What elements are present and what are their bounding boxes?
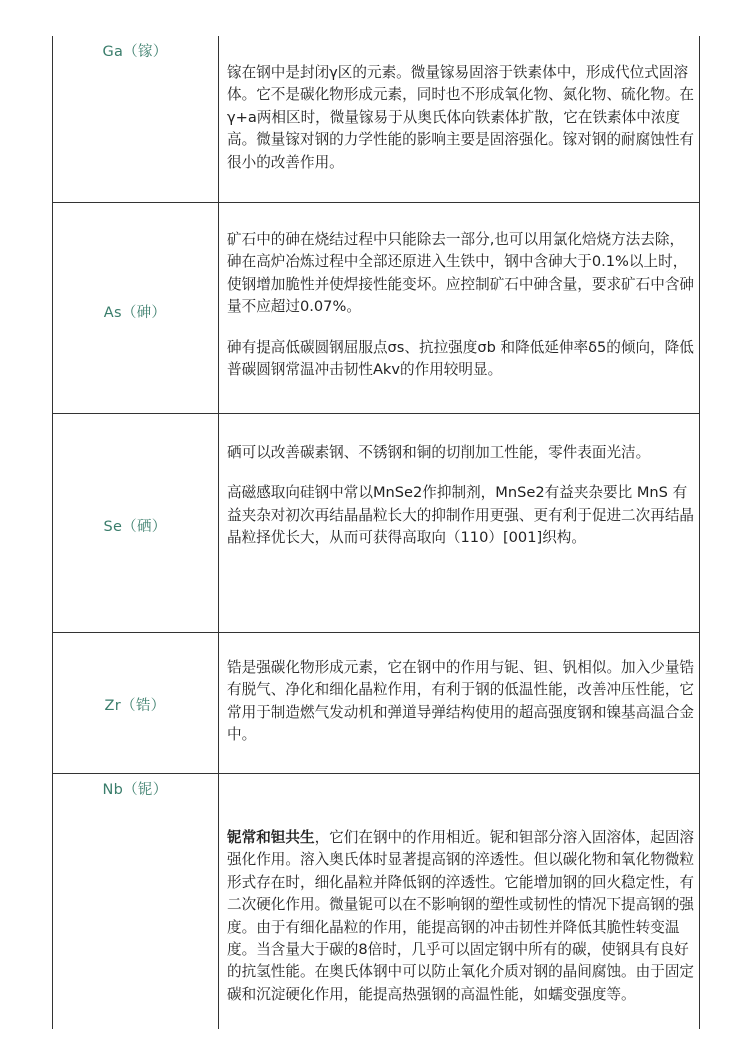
element-description-ga bbox=[227, 62, 695, 174]
element-label-se: Se（硒） bbox=[103, 519, 167, 535]
element-description-nb bbox=[227, 827, 695, 1006]
paragraph bbox=[227, 827, 695, 1006]
row-divider bbox=[52, 773, 700, 774]
paragraph: 镓在钢中是封闭γ区的元素。微量镓易固溶于铁素体中，形成代位式固溶体。它不是碳化物形成元素，同时也不形成氧化物、氮化物、硫化物。在γ+a两相区时，微量镓易于从奥氏体向铁素体扩散，它在铁素体中浓度高。微量镓对钢的力学性能的影响主要是固溶强化。镓对钢的耐腐蚀性有很小的改善作用。 bbox=[227, 64, 695, 171]
paragraph: 硒可以改善碳素钢、不锈钢和铜的切削加工性能，零件表面光洁。 bbox=[227, 444, 651, 461]
table-border-right bbox=[699, 36, 700, 1029]
row-divider bbox=[52, 202, 700, 203]
bold-lead: 铌常和钽共生 bbox=[227, 829, 315, 846]
paragraph: 矿石中的砷在烧结过程中只能除去一部分,也可以用氯化焙烧方法去除，砷在高炉冶炼过程中全部还原进入生铁中，钢中含砷大于0.1%以上时，使钢增加脆性并使焊接性能变坏。应控制矿石中砷含量，要求矿石中含砷量不应超过0.07%。 bbox=[227, 231, 695, 316]
row-divider bbox=[52, 413, 700, 414]
element-label-zr: Zr（锆） bbox=[104, 698, 166, 714]
row-divider bbox=[52, 632, 700, 633]
paragraph: 砷有提高低碳圆钢屈服点σs、抗拉强度σb 和降低延伸率δ5的倾向，降低普碳圆钢常温冲击韧性Akv的作用较明显。 bbox=[227, 338, 694, 379]
element-label-nb: Nb（铌） bbox=[102, 782, 168, 798]
element-table bbox=[52, 36, 700, 1029]
element-label-as: As（砷） bbox=[103, 305, 167, 321]
element-description-as bbox=[227, 229, 695, 381]
element-description-zr bbox=[227, 657, 695, 747]
column-divider bbox=[218, 36, 219, 1029]
paragraph: 高磁感取向硅钢中常以MnSe2作抑制剂，MnSe2有益夹杂要比 MnS 有益夹杂对初次再结晶晶粒长大的抑制作用更强、更有利于促进二次再结晶晶粒择优长大，从而可获得高取向（110）[001]织构。 bbox=[227, 484, 695, 547]
paragraph: 锆是强碳化物形成元素，它在钢中的作用与铌、钽、钒相似。加入少量锆有脱气、净化和细化晶粒作用，有利于钢的低温性能，改善冲压性能，它常用于制造燃气发动机和弹道导弹结构使用的超高强度钢和镍基高温合金中。 bbox=[227, 659, 695, 744]
element-description-se bbox=[227, 442, 695, 550]
element-label-ga: Ga（镓） bbox=[102, 44, 168, 60]
paragraph-text: ，它们在钢中的作用相近。铌和钽部分溶入固溶体，起固溶强化作用。溶入奥氏体时显著提高钢的淬透性。但以碳化物和氧化物微粒形式存在时，细化晶粒并降低钢的淬透性。它能增加钢的回火稳定性，有二次硬化作用。微量铌可以在不影响钢的塑性或韧性的情况下提高钢的强度。由于有细化晶粒的作用，能提高钢的冲击韧性并降低其脆性转变温度。当含量大于碳的8倍时，几乎可以固定钢中所有的碳，使钢具有良好的抗氢性能。在奥氏体钢中可以防止氧化介质对钢的晶间腐蚀。由于固定碳和沉淀硬化作用，能提高热强钢的高温性能，如蠕变强度等。 bbox=[227, 829, 695, 1003]
